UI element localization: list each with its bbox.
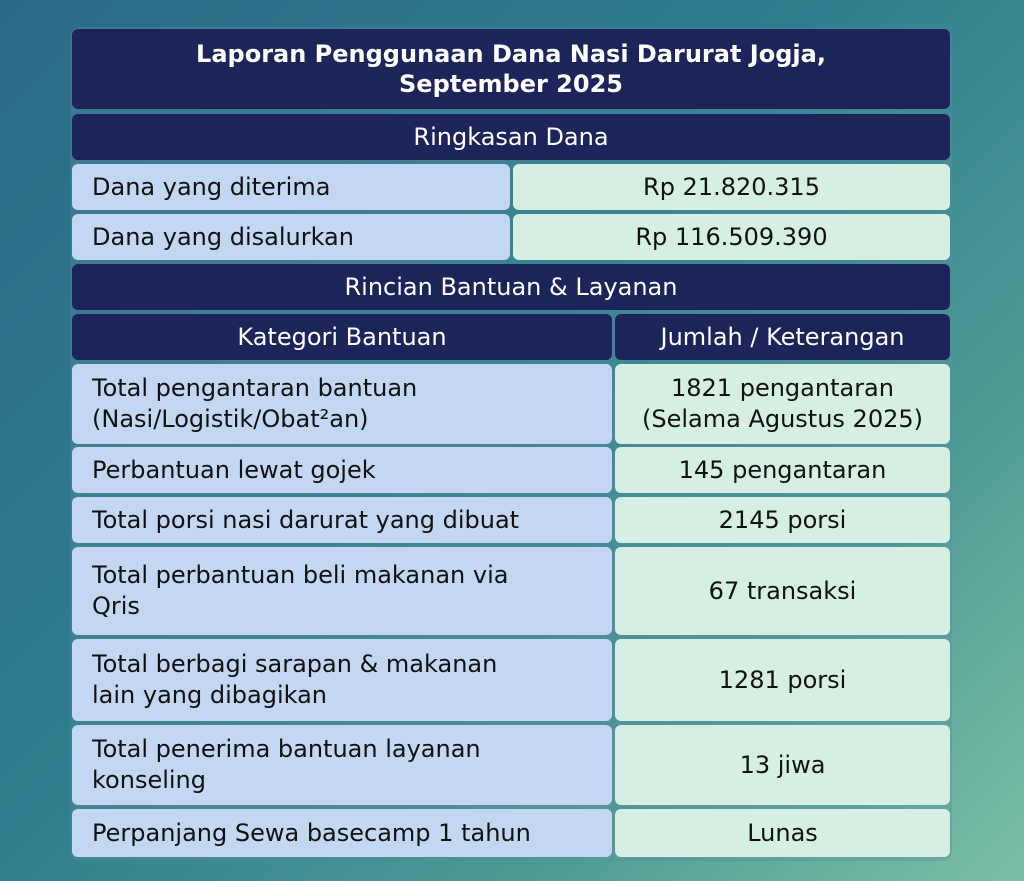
category-line2: Qris <box>92 592 140 620</box>
category-line2: lain yang dibagikan <box>92 681 328 709</box>
amount-cell: 13 jiwa <box>615 725 950 805</box>
amount-cell <box>615 364 950 444</box>
report-title-line2: September 2025 <box>399 70 623 98</box>
amount-line2: (Selama Agustus 2025) <box>641 405 923 433</box>
category-cell <box>72 547 612 635</box>
table-row <box>72 725 950 805</box>
amount-cell: Lunas <box>615 809 950 857</box>
details-heading: Rincian Bantuan & Layanan <box>72 264 950 310</box>
table-row <box>72 497 950 543</box>
table-row <box>72 547 950 635</box>
column-header-amount: Jumlah / Keterangan <box>615 314 950 360</box>
amount-cell: 2145 porsi <box>615 497 950 543</box>
summary-heading: Ringkasan Dana <box>72 114 950 160</box>
summary-row <box>72 214 950 260</box>
category-cell <box>72 639 612 721</box>
summary-label: Dana yang diterima <box>72 164 510 210</box>
category-line2: (Nasi/Logistik/Obat²an) <box>92 405 369 433</box>
details-header-row <box>72 314 950 360</box>
category-line1: Total pengantaran bantuan <box>92 374 418 402</box>
summary-row <box>72 164 950 210</box>
amount-line1: 1821 pengantaran <box>671 374 894 402</box>
table-row <box>72 447 950 493</box>
column-header-category: Kategori Bantuan <box>72 314 612 360</box>
category-cell: Perpanjang Sewa basecamp 1 tahun <box>72 809 612 857</box>
category-cell <box>72 364 612 444</box>
table-row <box>72 364 950 444</box>
table-row <box>72 639 950 721</box>
table-row <box>72 809 950 857</box>
amount-cell: 145 pengantaran <box>615 447 950 493</box>
summary-value: Rp 116.509.390 <box>513 214 950 260</box>
summary-value: Rp 21.820.315 <box>513 164 950 210</box>
category-line1: Total berbagi sarapan & makanan <box>92 650 498 678</box>
report-title-line1: Laporan Penggunaan Dana Nasi Darurat Jogja, <box>196 40 826 68</box>
category-line2: konseling <box>92 766 206 794</box>
category-cell: Perbantuan lewat gojek <box>72 447 612 493</box>
category-line1: Total penerima bantuan layanan <box>92 735 481 763</box>
summary-label: Dana yang disalurkan <box>72 214 510 260</box>
category-cell: Total porsi nasi darurat yang dibuat <box>72 497 612 543</box>
category-cell <box>72 725 612 805</box>
report-title <box>72 29 950 109</box>
amount-cell: 67 transaksi <box>615 547 950 635</box>
category-line1: Total perbantuan beli makanan via <box>92 561 509 589</box>
amount-cell: 1281 porsi <box>615 639 950 721</box>
